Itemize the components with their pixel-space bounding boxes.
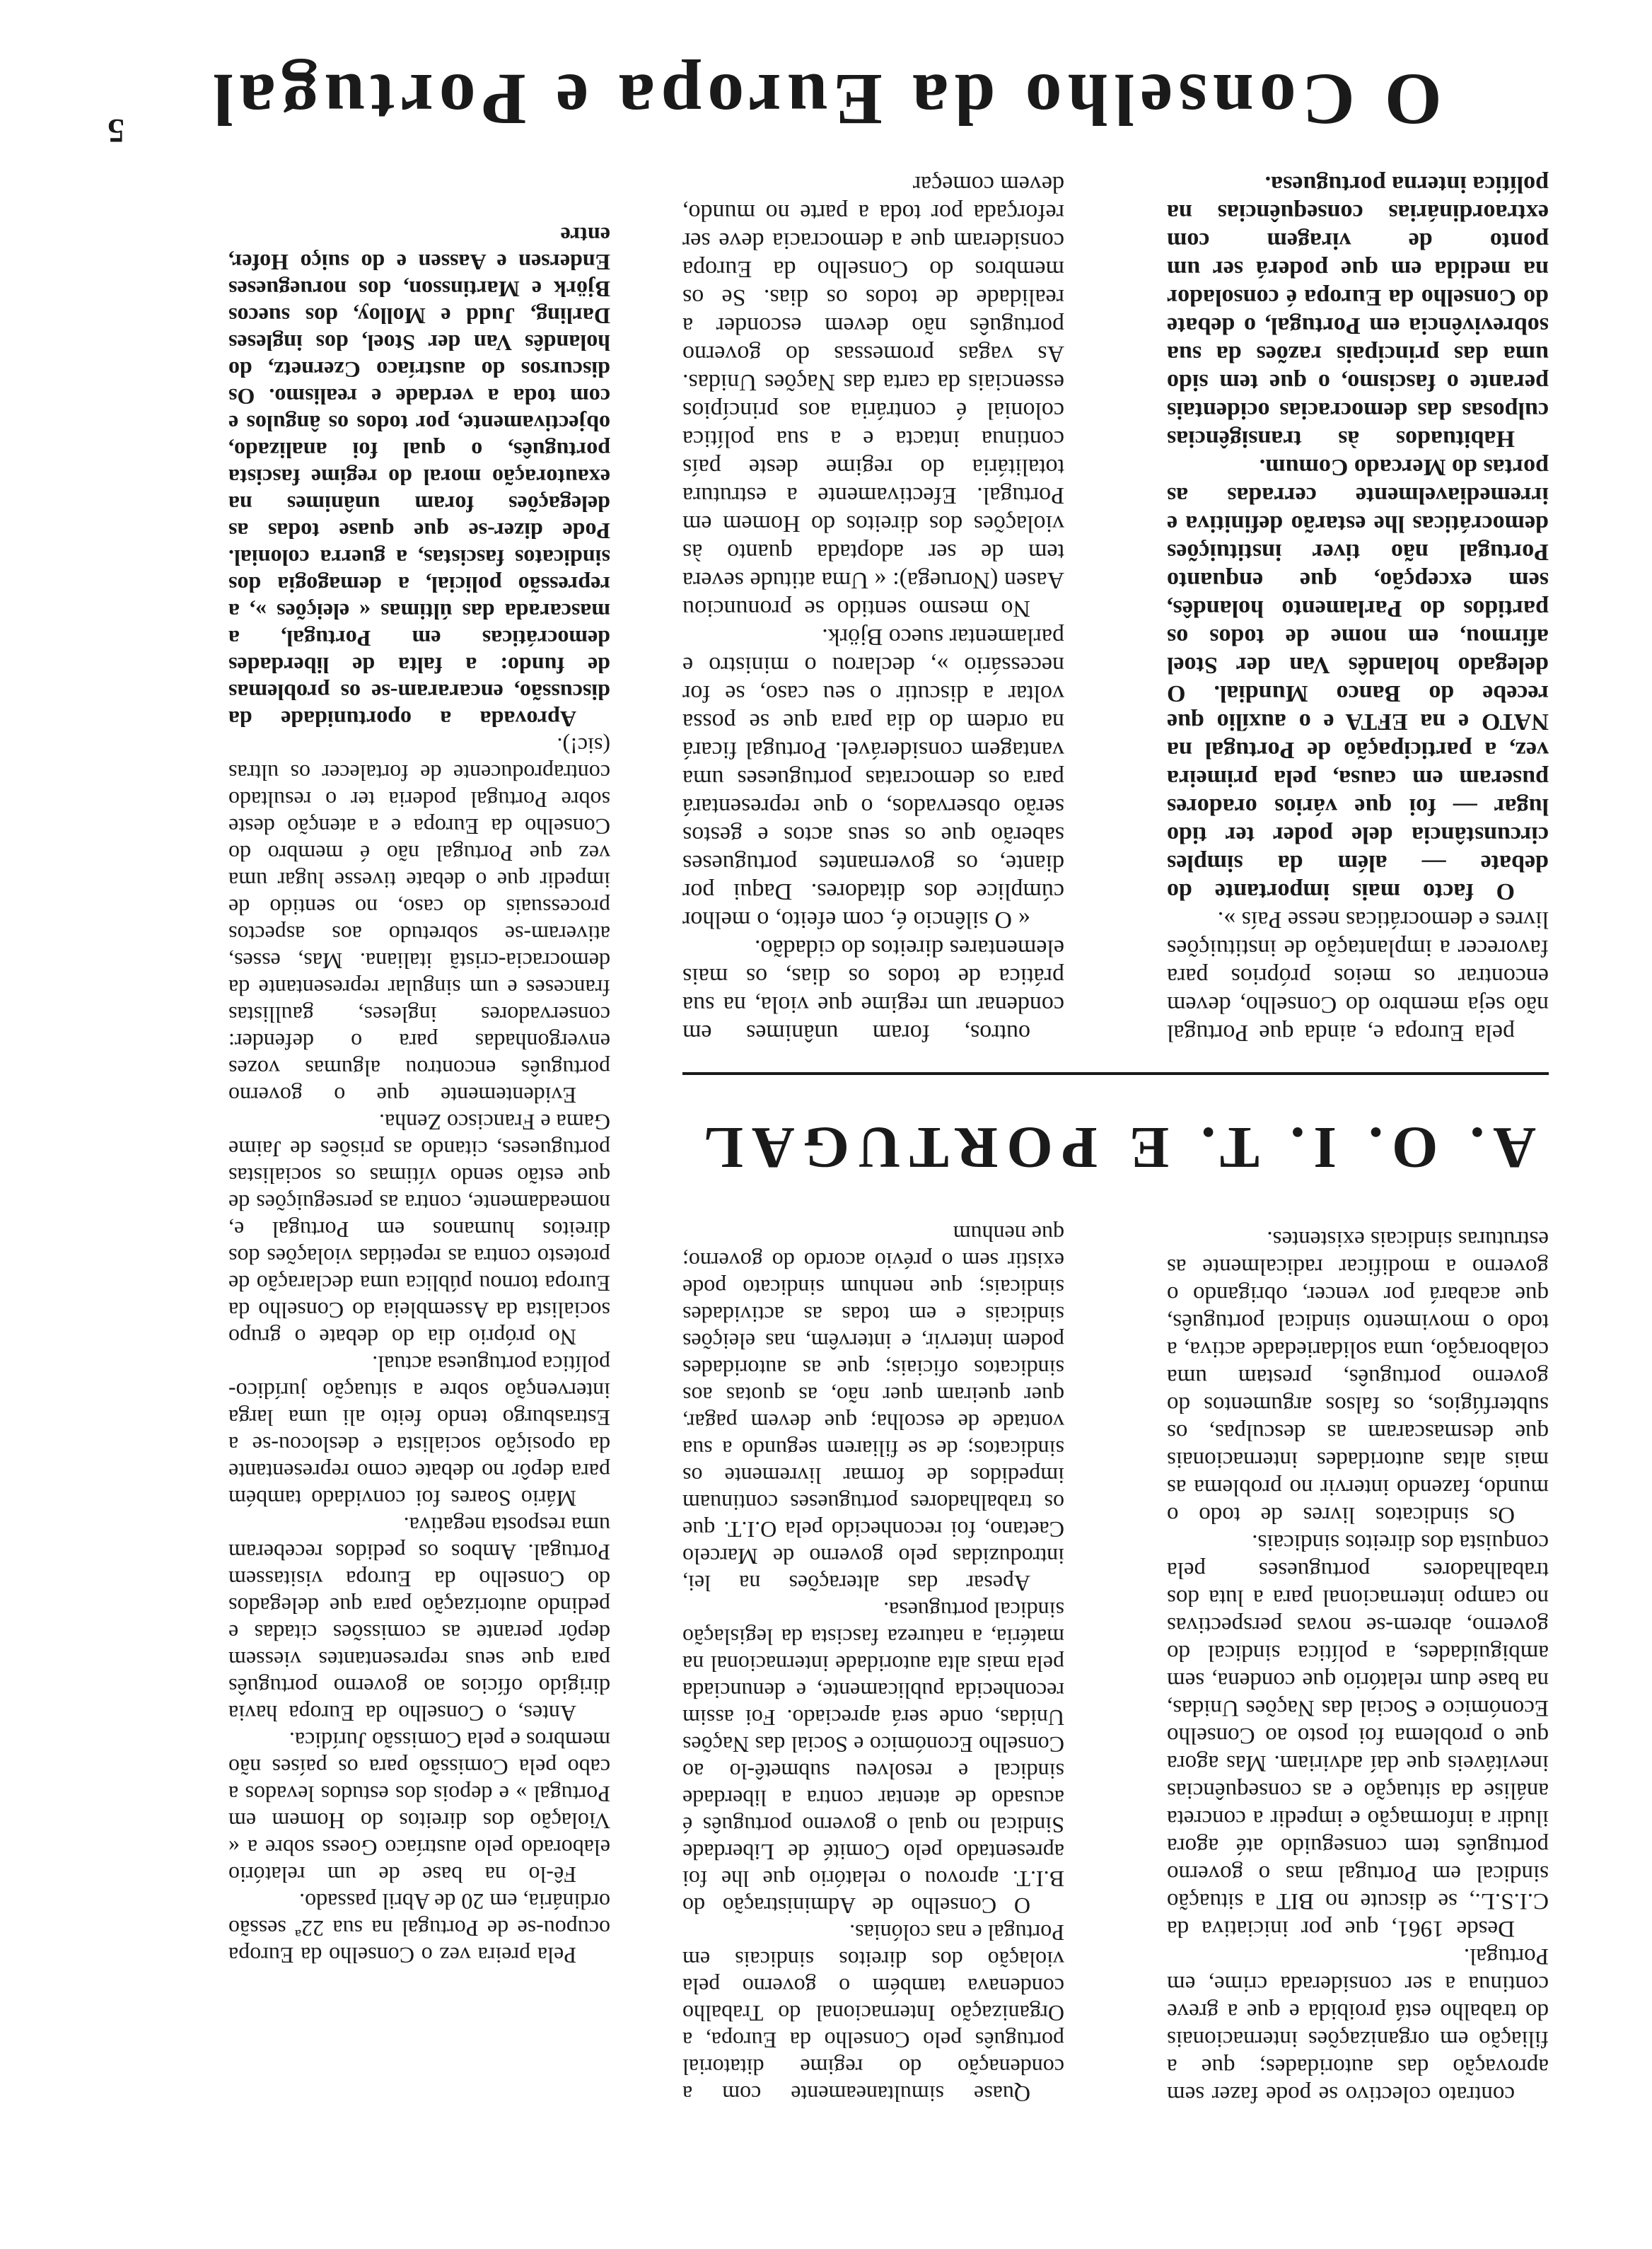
article1-column-3 [1167, 156, 1549, 1047]
paragraph: No próprio dia do debate o grupo socialista da Assembleia do Conselho da Europa tornou pública uma declaração de protesto contra as repetidas violações dos direitos humanos em Portugal e, nomeadamente, contra as perseguições de que estão sendo vítimas os socialistas portugueses, citando as prisões de Jaime Gama e Francisco Zenha. [228, 1110, 610, 1350]
article2-column-1 [682, 1195, 1064, 2108]
paragraph: Habituados às transigências culposas das democracias ocidentais perante o fascismo, o que tem sido uma das principais razões da sua sobrevivência em Portugal, o debate do Conselho da Europa é consolador na medida em que poderá ser um ponto de viragem com extraordinárias consequências na política interna portuguesa. [1167, 171, 1549, 452]
article1-column-2 [682, 156, 1064, 1047]
paragraph: Aprovada a oportunidade da discussão, encararam-se os problemas de fundo: a falta de liberdades democráticas em Portugal, a mascarada das últimas « eleições », a repressão policial, a demagogia dos sindicatos fascistas, a guerra colonial. Pode dizer-se que quase todas as delegações foram unânimes na exautoração moral do regime fascista português, o qual foi analizado, objectivamente, por todos os ângulos e com toda a verdade e realismo. Os discursos do austríaco Czernetz, do holandês Van der Stoel, dos ingleses Darling, Judd e Molloy, dos suecos Björk e Martinsson, dos noruegueses Endersen e Aassen e do suiço Hofer, entre [228, 223, 610, 732]
paragraph: « O silêncio é, com efeito, o melhor cúmplice dos ditadores. Daqui por diante, os governantes portugueses saberão que os seus actos e gestos serão observados, o que representará para os democratas portugueses uma vantagem considerável. Portugal ficará na ordem do dia para que se possa voltar a discutir o seu caso, se for necessário », declarou o ministro e parlamentar sueco Björk. [682, 624, 1064, 933]
paragraph: contrato colectivo se pode fazer sem aprovação das autoridades; que a filiação em organizações internacionais do trabalho está proibida e que a greve continua a ser considerada crime, em Portugal. [1167, 1943, 1549, 2107]
article-title-conselho-europa: O Conselho da Europa e Portugal [207, 59, 1442, 140]
paragraph: Fê-lo na base de um relatório elaborado pelo austríaco Goess sobre a « Violação dos direitos do Homem em Portugal » e depois dos estudos levados a cabo pela Comissão para os países não membros e pela Comissão Jurídica. [228, 1728, 610, 1888]
paragraph: Evidentemente que o governo português encontrou algumas vozes envergonhadas para o defender: conservadores ingleses, gaullistas franceses e um singular representante da democracia-cristã italiana. Mas, esses, ativeram-se sobretudo aos aspectos processuais do caso, no sentido de impedir que o debate tivesse lugar uma vez que Portugal não é membro do Conselho da Europa e a atenção deste sobre Portugal poderia ter o resultado contraproducente de fortalecer os ultras (sic!). [228, 733, 610, 1108]
paragraph: pela Europa e, ainda que Portugal não seja membro do Conselho, devem encontrar os meios próprios para favorecer a implantação de instituições livres e democráticas nesse País ». [1167, 907, 1549, 1046]
paragraph: Quase simultaneamente com a condenação do regime ditatorial português pelo Conselho da Europa, a Organização Internacional do Trabalho condenava também o governo pela violação dos direitos sindicais em Portugal e nas colónias. [682, 1920, 1064, 2107]
article2-column-2 [1167, 1195, 1549, 2108]
paragraph: Pela preira vez o Conselho da Europa ocupou-se de Portugal na sua 22ª sessão ordinária, em 20 de Abril passado. [228, 1889, 610, 1968]
page-number: 5 [107, 112, 124, 149]
paragraph: No mesmo sentido se pronunciou Aasen (Noruega): « Uma atitude severa tem de ser adoptada quanto às violações dos direitos do Homem em Portugal. Efectivamente a estrutura totalitária do regime deste país continua intacta e a sua política colonial é contrária aos princípios essenciais da carta das Nações Unidas. As vagas promessas do governo português não devem esconder a realidade de todos os dias. Se os membros do Conselho da Europa consideram que a democracia deve ser reforçada por toda a parte no mundo, devem começar [682, 171, 1064, 622]
paragraph: Antes, o Conselho da Europa havia dirigido ofícios ao governo português para que seus representantes viessem depôr perante as comissões citadas e pedindo autorização para que delegados do Conselho da Europa visitassem Portugal. Ambos os pedidos receberam uma resposta negativa. [228, 1513, 610, 1726]
paragraph: O Conselho de Administração do B.I.T. aprovou o relatório que lhe foi apresentado pelo Comité de Liberdade Sindical no qual o governo português é acusado de atentar contra a liberdade sindical e resolveu submetê-lo ao Conselho Económico e Social das Nações Unidas, onde será apreciado. Foi assim reconhecida publicamente, e denunciada pela mais alta autoridade internacional na matéria, a natureza fascista da legislação sindical portuguesa. [682, 1598, 1064, 1919]
article-title-oit-portugal: A. O. I. T. E PORTUGAL [694, 1115, 1537, 1180]
section-divider [682, 1072, 1549, 1075]
paragraph: O facto mais importante do debate — além da simples circunstância dele poder ter tido lugar — foi que vários oradores puseram em causa, pela primeira vez, a participação de Portugal na NATO e na EFTA e o auxílio que recebe do Banco Mundial. O delegado holandês Van der Stoel afirmou, em nome de todos os partidos do Parlamento holandês, sem excepção, que enquanto Portugal não tiver instituições democráticas lhe estarão definitiva e irremediavelmente cerradas as portas do Mercado Comum. [1167, 454, 1549, 905]
article1-column-1 [228, 158, 610, 1969]
paragraph: Os sindicatos livres de todo o mundo, fazendo intervir no problema as mais altas autoridades internacionais que desmascaram as desculpas, os subterfúgios, os falsos argumentos do governo português, prestam uma colaboração, uma solidariedade activa, a todo o movimento sindical português, que acabará por vencer, obrigando o governo a modificar radicalmente as estruturas sindicais existentes. [1167, 1226, 1549, 1528]
paragraph: outros, foram unânimes em condenar um regime que viola, na sua prática de todos os dias, os mais elementares direitos do cidadão. [682, 935, 1064, 1046]
paragraph: Desde 1961, que por iniciativa da C.I.S.L., se discute no BIT a situação sindical em Portugal mas o governo português tem conseguido até agora iludir a informação e impedir a concreta análise da situação e as consequências inevitáveis que daí adviriam. Mas agora que o problema foi posto ao Conselho Económico e Social das Nações Unidas, na base dum relatório que condena, sem ambiguidades, a política sindical do governo, abrem-se novas perspectivas no campo internacional para a luta dos trabalhadores portugueses pela conquista dos direitos sindicais. [1167, 1530, 1549, 1941]
paragraph: Apesar das alterações na lei, introduzidas pelo governo de Marcelo Caetano, foi reconhecido pela O.I.T. que os trabalhadores portugueses continuam impedidos de formar livremente os sindicatos; de se filiarem segundo a sua vontade de escolha; que devem pagar, quer queiram quer não, as quotas aos sindicatos oficiais; que as autoridades podem intervir, e intervêm, nas eleições sindicais e em todas as actividades sindicais; que nenhum sindicato pode existir sem o prévio acordo do governo; que nenhum [682, 1221, 1064, 1596]
paragraph: Mário Soares foi convidado também para depôr no debate como representante da oposição socialista e deslocou-se a Estrasburgo tendo feito ali uma larga intervenção sobre a situação jurídico-política portuguesa actual. [228, 1352, 610, 1511]
